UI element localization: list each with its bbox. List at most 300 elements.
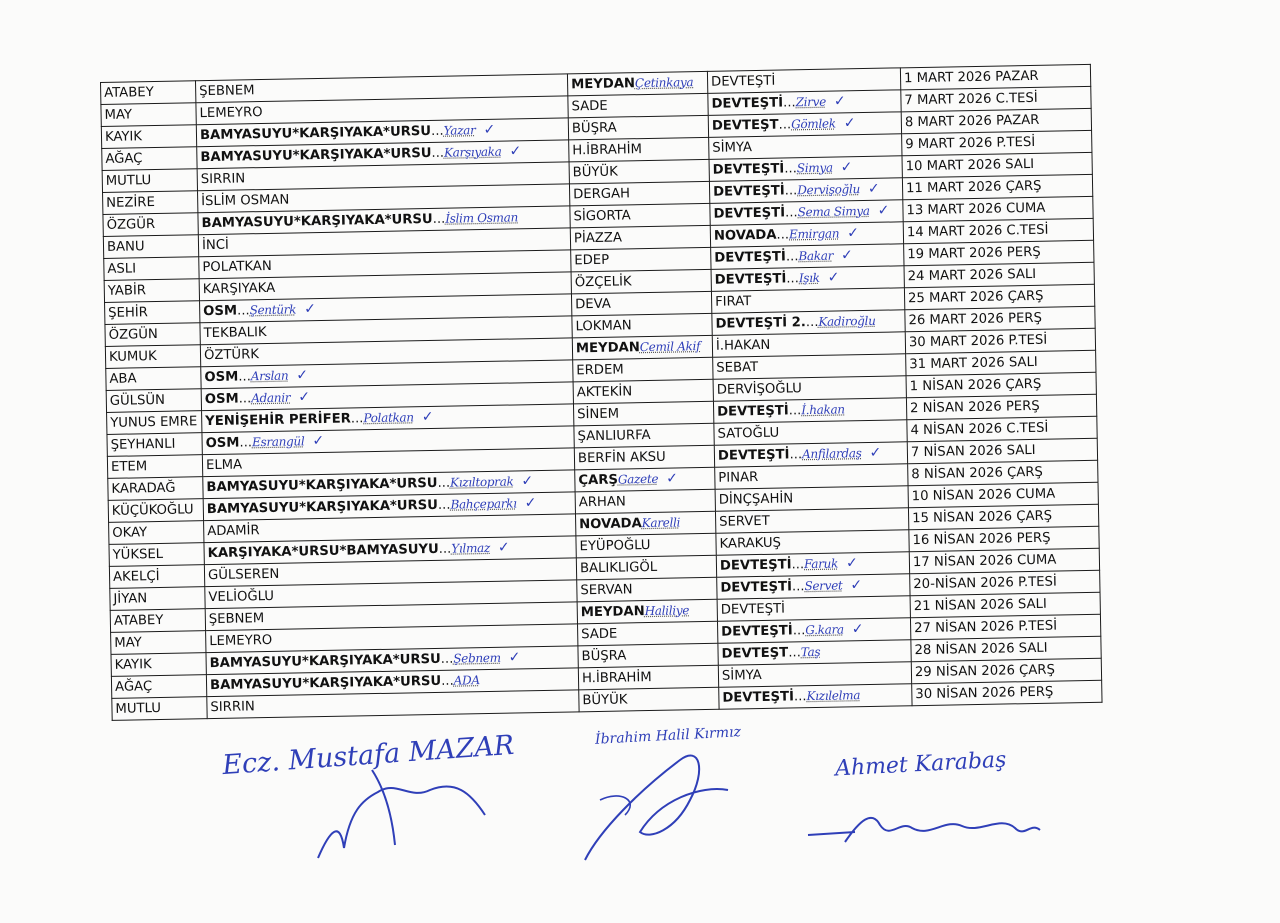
fill-dots: ... [784, 205, 798, 221]
fill-dots: ... [437, 497, 451, 513]
assignment-text: POLATKAN [202, 258, 272, 275]
pharmacist-name: MAY [104, 106, 133, 123]
pharmacist-name-cell [105, 323, 200, 347]
handwritten-note: Taş [800, 644, 821, 660]
location-text: MEYDAN [570, 76, 636, 93]
assignment-text: İNCİ [201, 237, 229, 253]
duty-date: 9 MART 2026 P.TESİ [905, 134, 1036, 152]
pharmacist-name: KÜÇÜKOĞLU [111, 501, 194, 519]
check-mark-icon: ✓ [497, 539, 510, 556]
pharmacist-name: ATABEY [104, 84, 154, 101]
assignment-text: BAMYASUYU*KARŞIYAKA*URSU [200, 145, 432, 166]
check-mark-icon: ✓ [524, 495, 537, 512]
duty-date: 20-NİSAN 2026 P.TESİ [913, 574, 1057, 592]
middle-signature-loop [600, 796, 630, 815]
location-cell [575, 467, 715, 492]
location-cell [573, 357, 713, 382]
pharmacist-name-cell [108, 477, 203, 501]
assignment-text: OSM [205, 435, 240, 452]
location-cell [572, 335, 712, 360]
pharmacist-name: ŞEYHANLI [110, 436, 176, 453]
assignment-text: OSM [204, 369, 239, 386]
pharmacist-name-cell [103, 235, 198, 259]
handwritten-note: Simya [796, 160, 833, 176]
pharmacist-name-cell [102, 169, 197, 193]
handwritten-note: Gazete [617, 471, 659, 487]
district-text: SİMYA [712, 139, 753, 156]
assignment-text: YENİŞEHİR PERİFER [205, 411, 351, 430]
pharmacist-name-cell [103, 213, 198, 237]
district-text: DEVTEŞTİ [717, 403, 789, 420]
check-mark-icon: ✓ [843, 115, 856, 132]
roster-body [101, 64, 1103, 720]
district-text: FIRAT [714, 293, 752, 310]
pharmacist-name: ÖZGÜN [108, 326, 158, 343]
handwritten-note: G.kara [805, 622, 844, 638]
pharmacist-name-cell [101, 103, 196, 127]
check-mark-icon: ✓ [851, 621, 864, 638]
assignment-text: ŞEBNEM [208, 610, 265, 627]
fill-dots: ... [788, 403, 802, 419]
assignment-text: OSM [204, 391, 239, 408]
district-text: PINAR [718, 469, 759, 486]
handwritten-note: Sema Simya [797, 203, 870, 220]
location-cell [573, 401, 713, 426]
duty-date: 28 NİSAN 2026 SALI [914, 640, 1048, 658]
fill-dots: ... [440, 651, 454, 667]
check-mark-icon: ✓ [833, 93, 846, 110]
assignment-text: SIRRIN [200, 170, 246, 187]
fill-dots: ... [789, 447, 803, 463]
fill-dots: ... [791, 557, 805, 573]
duty-date: 24 MART 2026 SALI [907, 266, 1037, 284]
location-text: H.İBRAHİM [581, 669, 652, 686]
assignment-text: VELİOĞLU [208, 588, 275, 605]
district-text: SERVET [719, 513, 770, 530]
pharmacist-name: AĞAÇ [105, 150, 143, 167]
district-text: DEVTEŞTİ [721, 623, 793, 640]
handwritten-note: Karşıyaka [443, 144, 502, 160]
handwritten-note: Şebnem [453, 650, 501, 666]
pharmacist-name: ATABEY [113, 612, 164, 629]
location-text: BALIKLIGÖL [579, 559, 658, 576]
left-signature-scribble [318, 786, 485, 858]
location-text: MEYDAN [575, 340, 640, 357]
location-text: SADE [581, 626, 618, 642]
pharmacist-name-cell [105, 345, 200, 369]
handwritten-note: İ.hakan [801, 402, 845, 418]
check-mark-icon: ✓ [666, 470, 679, 487]
location-text: MEYDAN [580, 604, 645, 621]
duty-date: 1 NİSAN 2026 ÇARŞ [909, 376, 1042, 394]
fill-dots: ... [793, 689, 807, 705]
handwritten-note: Çetinkaya [634, 75, 694, 91]
handwritten-note: Karelli [641, 515, 681, 531]
district-text: DİNÇŞAHİN [718, 490, 794, 508]
check-mark-icon: ✓ [421, 408, 434, 426]
district-text: İ.HAKAN [715, 337, 771, 354]
right-signature-scribble [808, 818, 1040, 842]
pharmacist-name: ASLI [107, 260, 137, 277]
district-text: DEVTEŞTİ [712, 161, 785, 178]
pharmacist-name-cell [109, 521, 204, 545]
pharmacist-name: MUTLU [105, 172, 152, 189]
pharmacist-name-cell [105, 301, 200, 325]
duty-date: 17 NİSAN 2026 CUMA [912, 552, 1057, 570]
location-text: H.İBRAHİM [572, 141, 643, 158]
location-cell [578, 621, 718, 646]
district-cell [710, 200, 903, 226]
location-text: ÇARŞ [578, 472, 619, 489]
district-text: DEVTEŞTİ [711, 95, 784, 112]
pharmacist-name: YABİR [107, 282, 147, 299]
location-text: EDEP [574, 252, 610, 268]
location-text: LOKMAN [575, 317, 632, 334]
assignment-text: BAMYASUYU*KARŞIYAKA*URSU [206, 497, 439, 518]
check-mark-icon: ✓ [877, 202, 890, 219]
location-text: BÜŞRA [581, 647, 627, 664]
check-mark-icon: ✓ [509, 143, 522, 160]
fill-dots: ... [784, 183, 798, 199]
pharmacist-name-cell [102, 147, 197, 171]
assignment-text: GÜLSEREN [207, 566, 280, 583]
check-mark-icon: ✓ [869, 444, 882, 461]
pharmacist-name: YÜKSEL [112, 546, 164, 563]
district-text: DEVTEŞTİ [712, 183, 785, 200]
handwritten-note: Dervişoğlu [797, 182, 861, 198]
fill-dots: ... [791, 579, 805, 595]
location-cell [572, 313, 712, 338]
handwritten-note: Cemil Akif [639, 339, 701, 355]
pharmacist-name-cell [101, 125, 196, 149]
handwritten-note: Gömlek [791, 116, 836, 132]
handwritten-note: Polatkan [363, 410, 414, 426]
assignment-text: LEMEYRO [199, 104, 263, 121]
pharmacist-name-cell [112, 697, 207, 721]
location-text: PİAZZA [573, 229, 623, 246]
assignment-text: BAMYASUYU*KARŞIYAKA*URSU [199, 123, 432, 144]
location-cell [579, 687, 719, 712]
duty-date-cell [912, 680, 1102, 705]
pharmacist-name-cell [107, 455, 202, 479]
fill-dots: ... [776, 227, 790, 243]
location-cell [570, 225, 710, 250]
pharmacist-name: GÜLSÜN [109, 392, 166, 409]
duty-date: 7 MART 2026 C.TESİ [904, 90, 1038, 108]
location-text: DEVA [575, 296, 611, 312]
assignment-text: BAMYASUYU*KARŞIYAKA*URSU [206, 475, 438, 496]
district-text: SİMYA [721, 667, 762, 684]
pharmacist-name: AKELÇİ [112, 568, 160, 585]
check-mark-icon: ✓ [840, 247, 853, 264]
handwritten-note: ADA [453, 673, 480, 688]
location-cell [577, 599, 717, 624]
duty-date: 19 MART 2026 PERŞ [907, 244, 1041, 262]
pharmacist-name-cell [104, 257, 199, 281]
location-cell [578, 643, 718, 668]
duty-date: 10 MART 2026 SALI [905, 156, 1035, 174]
handwritten-note: Esrangül [251, 434, 305, 450]
fill-dots: ... [784, 161, 798, 177]
pharmacist-name: ŞEHİR [108, 304, 149, 321]
assignment-text: İSLİM OSMAN [201, 192, 290, 209]
duty-date: 31 MART 2026 SALI [909, 354, 1038, 372]
district-text: DEVTEŞT [721, 645, 789, 662]
duty-date: 10 NİSAN 2026 CUMA [911, 486, 1056, 504]
pharmacist-name: YUNUS EMRE [110, 413, 198, 431]
district-text: NOVADA [713, 227, 777, 244]
handwritten-note: Zirve [795, 94, 827, 110]
duty-date: 13 MART 2026 CUMA [906, 200, 1046, 218]
check-mark-icon: ✓ [508, 649, 521, 666]
location-text: AKTEKİN [576, 383, 633, 400]
district-cell [709, 178, 902, 204]
handwritten-note: Kızılelma [806, 688, 861, 704]
handwritten-note: Kadiroğlu [818, 313, 876, 329]
fill-dots: ... [431, 145, 445, 161]
fill-dots: ... [238, 391, 252, 407]
assignment-text: BAMYASUYU*KARŞIYAKA*URSU [201, 211, 433, 232]
district-text: KARAKUŞ [719, 535, 782, 552]
check-mark-icon: ✓ [840, 159, 853, 176]
location-text: ÖZÇELİK [574, 273, 632, 290]
location-text: BÜYÜK [572, 164, 618, 180]
district-text: DEVTEŞTİ [714, 271, 787, 288]
location-cell [569, 137, 709, 162]
handwritten-note: Bakar [798, 248, 834, 264]
district-text: DEVTEŞT [711, 117, 779, 134]
duty-date: 26 MART 2026 PERŞ [908, 310, 1043, 328]
fill-dots: ... [236, 303, 250, 319]
handwritten-note: İslim Osman [445, 210, 519, 226]
pharmacist-name-cell [110, 609, 205, 633]
location-cell [571, 291, 711, 316]
assignment-text: BAMYASUYU*KARŞIYAKA*URSU [209, 673, 442, 694]
location-cell [570, 203, 710, 228]
location-text: BERFİN AKSU [577, 449, 666, 466]
pharmacist-name-cell [109, 543, 204, 567]
pharmacist-name: KAYIK [104, 128, 143, 145]
handwritten-note: Faruk [803, 556, 839, 572]
district-text: DEVTEŞTİ [713, 205, 786, 222]
left-signature-stroke [372, 770, 395, 845]
duty-date: 29 NİSAN 2026 ÇARŞ [914, 662, 1056, 680]
pharmacist-name: ÖZGÜR [106, 216, 156, 233]
fill-dots: ... [441, 673, 454, 689]
pharmacist-name-cell [104, 279, 199, 303]
pharmacist-name: OKAY [112, 524, 148, 541]
handwritten-note: Arslan [250, 368, 289, 384]
location-cell [573, 379, 713, 404]
fill-dots: ... [432, 211, 446, 227]
handwritten-note: Anfilardaş [801, 446, 862, 462]
pharmacist-name: KUMUK [108, 348, 157, 365]
district-text: DEVTEŞTİ [719, 557, 792, 574]
check-mark-icon: ✓ [296, 367, 309, 384]
pharmacist-name: MAY [114, 634, 142, 651]
location-text: ŞANLIURFA [577, 427, 651, 444]
assignment-text: OSM [203, 303, 238, 320]
district-cell [719, 684, 912, 710]
middle-signature-name: İbrahim Halil Kırmız [594, 724, 742, 748]
fill-dots: ... [238, 369, 251, 385]
right-signature-name: Ahmet Karabaş [834, 747, 1007, 782]
location-cell [568, 115, 708, 140]
pharmacist-name: ABA [109, 370, 137, 387]
handwritten-note: Servet [804, 578, 843, 594]
duty-roster-sheet [100, 64, 1102, 727]
location-text: BÜŞRA [571, 120, 617, 136]
pharmacist-name-cell [109, 565, 204, 589]
check-mark-icon: ✓ [827, 269, 840, 286]
duty-date: 30 MART 2026 P.TESİ [908, 332, 1048, 350]
handwritten-note: Yılmaz [451, 540, 491, 556]
fill-dots: ... [430, 123, 444, 139]
pharmacist-name: AĞAÇ [114, 678, 153, 695]
district-text: DEVTEŞTİ [717, 447, 790, 464]
duty-date: 8 NİSAN 2026 ÇARŞ [911, 464, 1043, 482]
pharmacist-name: JİYAN [113, 590, 148, 607]
check-mark-icon: ✓ [845, 555, 858, 572]
pharmacist-name: NEZİRE [106, 194, 155, 211]
pharmacist-name-cell [111, 675, 206, 699]
duty-date: 11 MART 2026 ÇARŞ [905, 178, 1042, 196]
pharmacist-name-cell [107, 411, 202, 435]
location-text: NOVADA [579, 516, 642, 533]
pharmacist-name-cell [106, 367, 201, 391]
pharmacist-name: MUTLU [115, 700, 162, 717]
handwritten-note: Şentürk [249, 302, 297, 318]
pharmacist-name-cell [108, 499, 203, 523]
fill-dots: ... [792, 623, 806, 639]
location-text: ARHAN [578, 493, 626, 510]
fill-dots: ... [785, 249, 799, 265]
check-mark-icon: ✓ [303, 301, 317, 318]
middle-signature-scribble [585, 756, 728, 860]
location-cell [571, 269, 711, 294]
duty-date: 30 NİSAN 2026 PERŞ [915, 684, 1054, 702]
assignment-text: KARŞIYAKA [202, 280, 276, 297]
duty-date: 15 NİSAN 2026 ÇARŞ [911, 508, 1053, 526]
pharmacist-name-cell [110, 587, 205, 611]
assignment-text: BAMYASUYU*KARŞIYAKA*URSU [209, 651, 441, 672]
handwritten-note: Kızıltoprak [449, 474, 514, 490]
district-text: SATOĞLU [717, 425, 780, 442]
fill-dots: ... [437, 475, 451, 491]
location-cell [575, 511, 715, 536]
duty-date: 16 NİSAN 2026 PERŞ [912, 530, 1051, 548]
duty-date: 27 NİSAN 2026 P.TESİ [914, 618, 1058, 636]
assignment-text: ELMA [205, 456, 243, 473]
location-cell [575, 489, 715, 514]
fill-dots: ... [438, 541, 452, 557]
pharmacist-name: KAYIK [114, 656, 152, 673]
location-cell [576, 533, 716, 558]
handwritten-note: Emirgan [788, 226, 840, 242]
fill-dots: ... [350, 411, 364, 427]
handwritten-note: Adanir [251, 390, 291, 406]
location-cell [568, 93, 708, 118]
pharmacist-name-cell [103, 191, 198, 215]
district-text: DEVTEŞTİ [710, 73, 776, 90]
pharmacist-name-cell [106, 389, 201, 413]
district-text: DERVİŞOĞLU [716, 380, 803, 398]
location-cell [574, 423, 714, 448]
duty-date: 2 NİSAN 2026 PERŞ [909, 398, 1040, 416]
pharmacist-name: KARADAĞ [111, 480, 176, 497]
location-cell [577, 577, 717, 602]
location-text: DERGAH [573, 185, 631, 202]
check-mark-icon: ✓ [847, 225, 860, 242]
location-text: SİNEM [577, 406, 620, 422]
handwritten-note: Yazar [443, 123, 476, 138]
district-text: DEVTEŞTİ [714, 249, 787, 266]
location-text: SADE [571, 98, 608, 114]
assignment-text: KARŞIYAKA*URSU*BAMYASUYU [207, 541, 439, 562]
district-cell [714, 442, 907, 468]
assignment-text: LEMEYRO [209, 632, 273, 649]
location-cell [578, 665, 718, 690]
handwritten-note: Bahçeparkı [450, 496, 517, 512]
duty-date: 7 NİSAN 2026 SALI [910, 442, 1036, 460]
assignment-text: ŞEBNEM [199, 82, 255, 99]
fill-dots: ... [805, 314, 819, 331]
location-cell [576, 555, 716, 580]
location-cell [569, 181, 709, 206]
handwritten-note: Işık [798, 270, 820, 286]
location-cell [574, 445, 714, 470]
duty-date: 21 NİSAN 2026 SALI [913, 596, 1047, 614]
district-text: DEVTEŞTİ [722, 689, 795, 706]
location-text: BÜYÜK [582, 691, 628, 708]
left-signature-name: Ecz. Mustafa MAZAR [221, 729, 516, 782]
check-mark-icon: ✓ [312, 432, 325, 450]
location-text: SERVAN [580, 581, 633, 598]
pharmacist-name: BANU [106, 238, 145, 255]
duty-date: 8 MART 2026 PAZAR [904, 112, 1040, 130]
location-text: ERDEM [576, 361, 624, 378]
check-mark-icon: ✓ [850, 577, 863, 594]
assignment-text: ADAMİR [207, 522, 260, 539]
pharmacist-name-cell [107, 433, 202, 457]
location-cell [567, 71, 707, 96]
duty-roster-table [100, 64, 1103, 721]
fill-dots: ... [239, 435, 253, 451]
duty-date: 4 NİSAN 2026 C.TESİ [910, 420, 1049, 438]
location-cell [571, 247, 711, 272]
location-text: EYÜPOĞLU [579, 537, 651, 554]
pharmacist-name-cell [111, 653, 206, 677]
pharmacist-name: ETEM [110, 458, 148, 475]
duty-date: 14 MART 2026 C.TESİ [906, 222, 1049, 240]
duty-date: 25 MART 2026 ÇARŞ [907, 288, 1044, 306]
check-mark-icon: ✓ [521, 473, 534, 490]
fill-dots: ... [782, 95, 796, 111]
assignment-text: ÖZTÜRK [203, 346, 260, 363]
district-text: SEBAT [716, 359, 759, 376]
fill-dots: ... [786, 271, 800, 287]
check-mark-icon: ✓ [298, 389, 311, 406]
assignment-text: TEKBALIK [203, 324, 267, 341]
location-text: SİGORTA [573, 207, 631, 224]
district-text: DEVTEŞTİ 2. [715, 315, 807, 332]
check-mark-icon: ✓ [483, 121, 496, 138]
district-text: DEVTEŞTİ [720, 601, 786, 618]
duty-date: 1 MART 2026 PAZAR [903, 68, 1039, 86]
location-cell [569, 159, 709, 184]
district-text: DEVTEŞTİ [720, 579, 793, 596]
fill-dots: ... [778, 117, 792, 133]
